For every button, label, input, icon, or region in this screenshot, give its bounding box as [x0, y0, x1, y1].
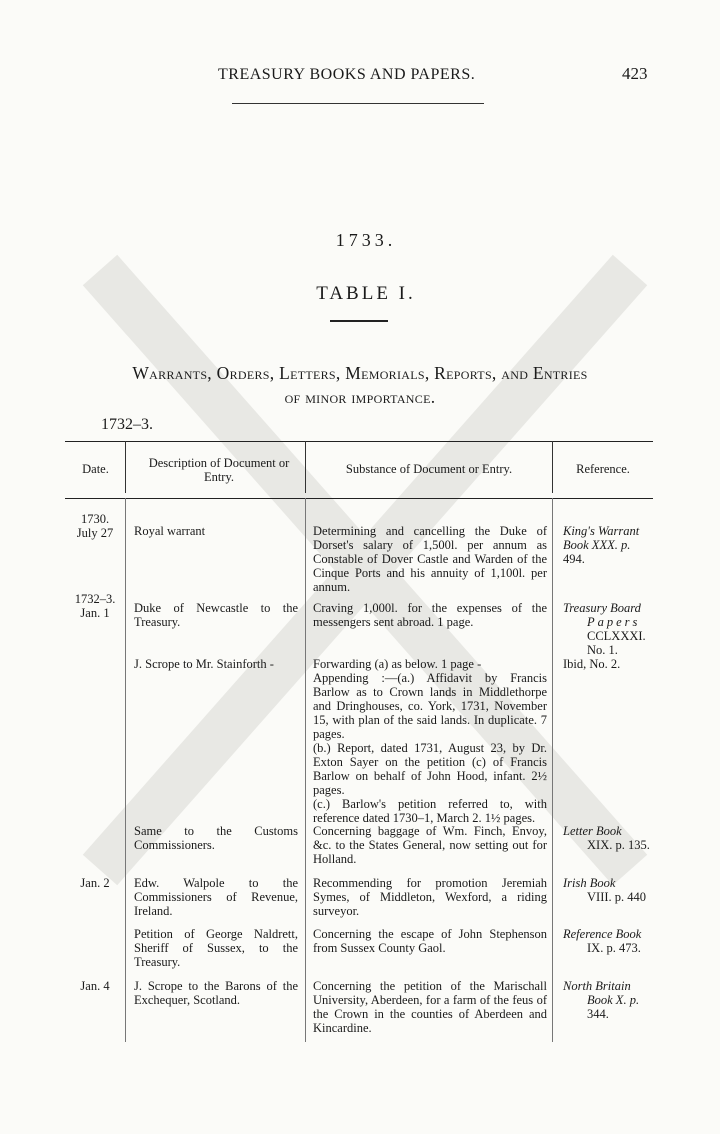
reference-line: CCLXXXI.	[587, 629, 646, 643]
column-divider	[305, 498, 306, 1042]
reference-line: Treasury Board	[563, 601, 641, 615]
running-head: TREASURY BOOKS AND PAPERS.	[218, 66, 476, 83]
reference-line: Irish Book	[563, 876, 616, 890]
reference-line: No. 1.	[587, 643, 618, 657]
row-description: Duke of Newcastle to the Treasury.	[134, 601, 298, 629]
reference-line: Book XXX. p.	[563, 538, 631, 552]
date-day: Jan. 1	[80, 606, 110, 620]
substance-line: (b.) Report, dated 1731, August 23, by Dr. Exton Sayer on the petition (c) of Francis Barlow on behalf of John Hood, infant. 2½ pages.	[313, 741, 547, 797]
row-reference	[563, 979, 655, 1021]
column-divider	[125, 441, 126, 493]
row-description: Petition of George Naldrett, Sheriff of Sussex, to the Treasury.	[134, 927, 298, 969]
year-heading: 1733.	[335, 230, 397, 250]
row-date	[66, 512, 124, 540]
row-reference	[563, 657, 655, 671]
row-reference	[563, 876, 655, 904]
row-substance	[313, 657, 547, 825]
table-title: TABLE I.	[316, 283, 416, 304]
reference-line: VIII. p. 440	[587, 890, 647, 904]
row-substance: Concerning the escape of John Stephenson from Sussex County Gaol.	[313, 927, 547, 955]
title-rule	[330, 320, 388, 322]
row-description: J. Scrope to the Barons of the Exchequer, Scotland.	[134, 979, 298, 1007]
date-day: July 27	[76, 526, 114, 540]
row-reference	[563, 601, 655, 657]
row-reference	[563, 927, 655, 955]
row-description: Edw. Walpole to the Commissioners of Revenue, Ireland.	[134, 876, 298, 918]
row-substance: Determining and cancelling the Duke of Dorset's salary of 1,500l. per annum as Constable of Dover Castle and Warden of the Cinque Ports and his annuity of 1,100l. per annum.	[313, 524, 547, 594]
row-description: Royal warrant	[134, 524, 206, 538]
row-substance: Concerning the petition of the Marischall University, Aberdeen, for a farm of the feus of the Crown in the counties of Aberdeen and Kincardine.	[313, 979, 547, 1035]
col-header-reference: Reference.	[576, 462, 630, 476]
row-date	[66, 592, 124, 620]
reference-line: Reference Book	[563, 927, 642, 941]
reference-line: 344.	[587, 1007, 609, 1021]
col-header-substance: Substance of Document or Entry.	[345, 462, 513, 476]
row-substance: Concerning baggage of Wm. Finch, Envoy, &c. to the States General, now setting out for Holland.	[313, 824, 547, 866]
column-divider	[125, 498, 126, 1042]
period-label: 1732–3.	[101, 416, 153, 433]
col-header-description: Description of Document or Entry.	[148, 456, 290, 484]
date-year: 1732–3.	[74, 592, 116, 606]
substance-line: Forwarding (a) as below. 1 page -	[313, 657, 482, 671]
row-description: Same to the Customs Commissioners.	[134, 824, 298, 852]
row-reference	[563, 524, 655, 566]
row-substance: Craving 1,000l. for the expenses of the messengers sent abroad. 1 page.	[313, 601, 547, 629]
substance-line: (c.) Barlow's petition referred to, with reference dated 1730–1, March 2. 1½ pages.	[313, 797, 547, 825]
section-heading	[60, 361, 660, 409]
date-day: Jan. 4	[80, 979, 110, 993]
substance-line: Appending :—(a.) Affidavit by Francis Barlow as to Crown lands in Middlethorpe and Dringhouses, co. York, 1731, November 15, with plan of the said lands. In duplicate. 7 pages.	[313, 671, 547, 741]
reference-line: XIX. p. 135.	[587, 838, 650, 852]
row-date	[66, 876, 124, 890]
reference-line	[563, 993, 655, 1007]
heading-line-2: of minor importance.	[284, 387, 436, 407]
reference-line: Papers	[587, 615, 641, 629]
page-number: 423	[622, 64, 648, 83]
reference-line: North Britain	[563, 979, 631, 993]
date-year: 1730.	[80, 512, 110, 526]
col-header-date: Date.	[82, 462, 109, 476]
column-divider	[552, 498, 553, 1042]
reference-line: Ibid, No. 2.	[563, 657, 621, 671]
reference-line: 494.	[563, 552, 585, 566]
row-date	[66, 979, 124, 993]
heading-line-1: Warrants, Orders, Letters, Memorials, Reports, and Entries	[132, 363, 588, 383]
header-rule	[232, 103, 484, 104]
reference-line: Letter Book	[563, 824, 622, 838]
date-day: Jan. 2	[80, 876, 110, 890]
row-reference	[563, 824, 655, 852]
reference-line: IX. p. 473.	[587, 941, 641, 955]
row-description: J. Scrope to Mr. Stainforth -	[134, 657, 274, 671]
reference-text: Book X. p.	[587, 993, 640, 1007]
reference-line: King's Warrant	[563, 524, 640, 538]
row-substance: Recommending for promotion Jeremiah Symes, of Middleton, Wexford, a riding surveyor.	[313, 876, 547, 918]
